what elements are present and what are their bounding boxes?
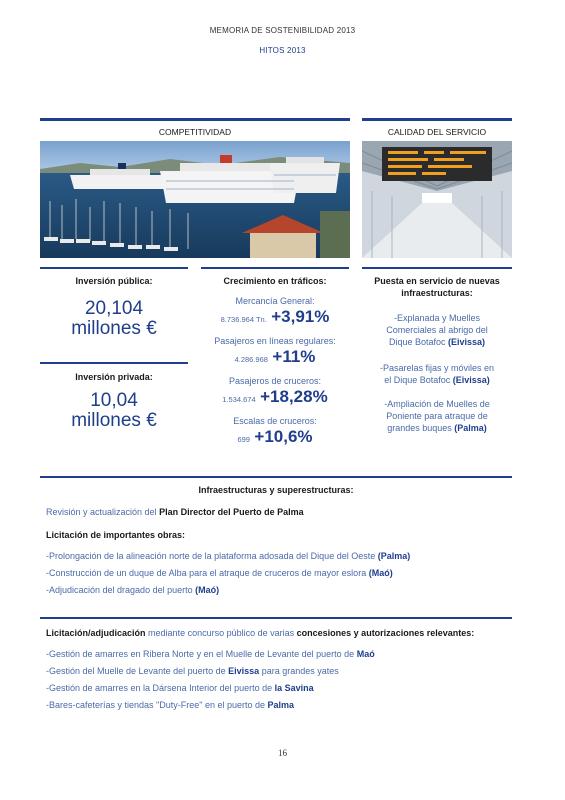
infra-item-line: -Pasarelas fijas y móviles en	[379, 363, 495, 373]
concesion-item	[46, 682, 512, 694]
inversion-privada-rule	[40, 362, 188, 364]
obra-text: -Prolongación de la alineación norte de la plataforma adosada del Dique del Oeste	[46, 551, 376, 561]
concesion-text: -Bares-cafeterías y tiendas "Duty-Free" en el puerto de	[46, 700, 265, 710]
traffic-label: Escalas de cruceros:	[233, 416, 317, 426]
concesiones-rule	[40, 617, 512, 619]
licitacion-title	[46, 529, 512, 541]
obra-place: (Palma)	[377, 551, 411, 561]
infra-item-line	[362, 374, 512, 386]
obra-item	[46, 584, 512, 596]
infra-item	[362, 362, 512, 386]
plan-director-text: Revisión y actualización del	[46, 507, 157, 517]
inversion-publica-value: 20,104	[84, 298, 144, 319]
obra-item	[46, 550, 512, 562]
concesion-text: -Gestión de amarres en Ribera Norte y en el Muelle de Levante del puerto de	[46, 649, 355, 659]
concesiones-title	[46, 627, 512, 639]
crecimiento-rule	[201, 267, 349, 269]
harbour-photo	[40, 141, 350, 258]
infra-item-text: Dique Botafoc	[388, 337, 446, 347]
competitividad-rule	[40, 118, 350, 121]
inversion-publica-unit: millones €	[71, 318, 157, 339]
concesion-place: la Savina	[274, 683, 314, 693]
traffic-pct: +10,6%	[254, 427, 313, 446]
obra-place: (Maó)	[195, 585, 220, 595]
infra-title: Infraestructuras y superestructuras:	[198, 485, 354, 495]
concesion-after: para grandes yates	[261, 666, 339, 676]
traffic-amount: 8.736.964 Tn.	[220, 315, 267, 324]
obra-text: -Construcción de un duque de Alba para el atraque de cruceros de mayor eslora	[46, 568, 367, 578]
traffic-row	[201, 347, 349, 367]
puesta-servicio-rule	[362, 267, 512, 269]
infra-item-place: (Eivissa)	[448, 337, 486, 347]
concesion-text: -Gestión de amarres en la Dársena Interior del puerto de	[46, 683, 273, 693]
concesion-item	[46, 648, 512, 660]
obra-item	[46, 567, 512, 579]
infra-item	[362, 398, 512, 434]
infra-item-line	[362, 336, 512, 348]
licitacion-title-text: Licitación de importantes obras:	[46, 530, 186, 540]
infra-item-line: Comerciales al abrigo del	[386, 325, 488, 335]
infra-item-text: grandes buques	[387, 423, 452, 433]
infra-item-line: Poniente para atraque de	[386, 411, 488, 421]
puesta-servicio-line: infraestructuras:	[401, 288, 473, 298]
concesion-place: Eivissa	[228, 666, 260, 676]
traffic-amount: 1.534.674	[222, 395, 256, 404]
infra-item	[362, 312, 512, 348]
obra-place: (Maó)	[368, 568, 393, 578]
traffic-amount: 699	[237, 435, 250, 444]
concesion-place: Palma	[267, 700, 295, 710]
traffic-pct: +3,91%	[271, 307, 330, 326]
calidad-rule	[362, 118, 512, 121]
concesion-text: -Gestión del Muelle de Levante del puerto de	[46, 666, 226, 676]
concesion-item	[46, 665, 512, 677]
concesiones-title-bold: concesiones y autorizaciones relevantes:	[296, 628, 475, 638]
plan-director-line	[46, 506, 512, 518]
terminal-photo	[362, 141, 512, 258]
competitividad-title: COMPETITIVIDAD	[158, 127, 232, 137]
traffic-label: Pasajeros de cruceros:	[228, 376, 322, 386]
inversion-privada-label: Inversión privada:	[75, 372, 153, 382]
page-number: 16	[278, 748, 287, 758]
inversion-privada-unit: millones €	[71, 410, 157, 431]
infra-item-place: (Eivissa)	[452, 375, 490, 385]
obra-text: -Adjudicación del dragado del puerto	[46, 585, 193, 595]
traffic-row	[201, 387, 349, 407]
plan-director-name: Plan Director del Puerto de Palma	[159, 507, 304, 517]
section-title: HITOS 2013	[259, 46, 306, 55]
crecimiento-title: Crecimiento en tráficos:	[223, 276, 327, 286]
traffic-row	[201, 307, 349, 327]
concesiones-title-text: mediante concurso público de varias	[148, 628, 295, 638]
infra-rule	[40, 476, 512, 478]
infra-item-line: -Explanada y Muelles	[393, 313, 481, 323]
inversion-privada-value: 10,04	[90, 390, 138, 411]
concesion-item	[46, 699, 512, 711]
traffic-row	[201, 427, 349, 447]
inversion-publica-label: Inversión pública:	[75, 276, 153, 286]
traffic-pct: +18,28%	[260, 387, 328, 406]
traffic-pct: +11%	[272, 347, 316, 366]
report-title: MEMORIA DE SOSTENIBILIDAD 2013	[209, 26, 356, 35]
traffic-label: Mercancía General:	[235, 296, 315, 306]
concesiones-title-bold: Licitación/adjudicación	[46, 628, 146, 638]
calidad-title: CALIDAD DEL SERVICIO	[387, 127, 487, 137]
traffic-amount: 4.286.968	[234, 355, 268, 364]
puesta-servicio-line: Puesta en servicio de nuevas	[374, 276, 500, 286]
infra-item-line: -Ampliación de Muelles de	[384, 399, 490, 409]
puesta-servicio-title	[362, 275, 512, 299]
infra-item-line	[362, 422, 512, 434]
infra-item-text: el Dique Botafoc	[384, 375, 451, 385]
infra-item-place: (Palma)	[454, 423, 487, 433]
inversion-publica-rule	[40, 267, 188, 269]
traffic-label: Pasajeros en líneas regulares:	[214, 336, 336, 346]
concesion-place: Maó	[356, 649, 375, 659]
